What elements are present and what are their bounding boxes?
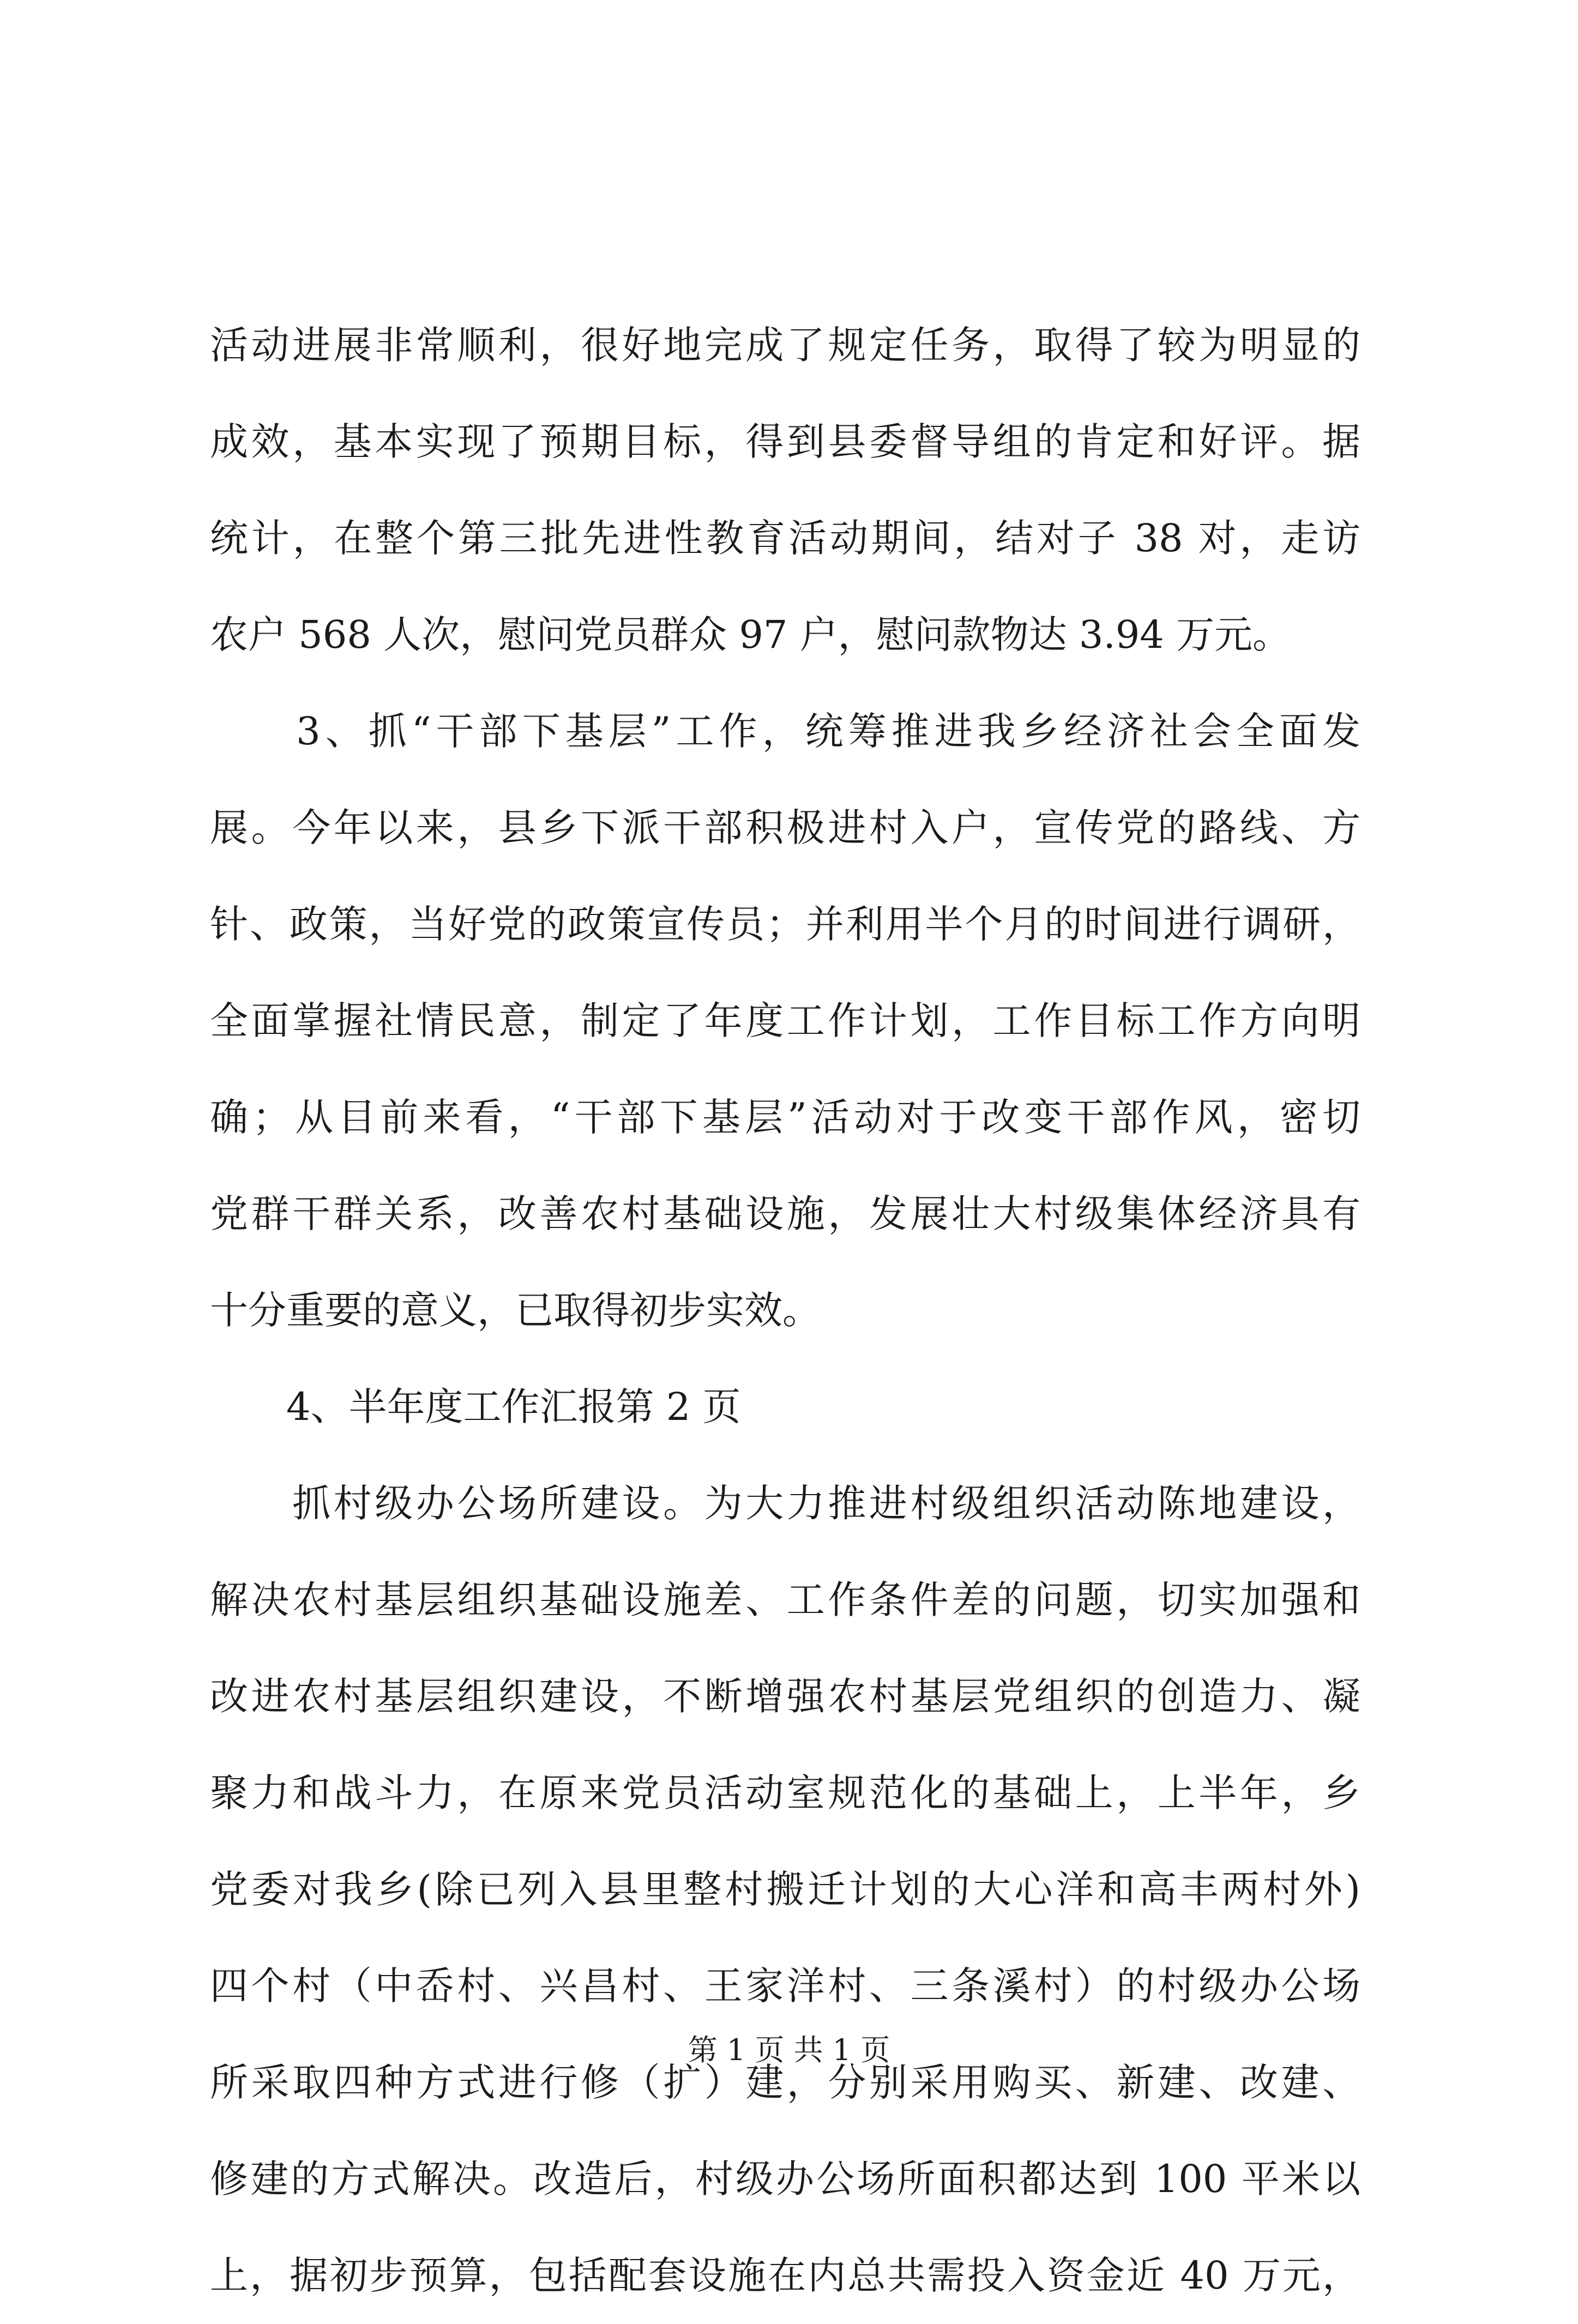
text-line: 修建的方式解决。改造后，村级办公场所面积都达到 100 平米以: [210, 2157, 1360, 2201]
section-heading: 4、半年度工作汇报第 2 页: [210, 1384, 741, 1429]
page-footer: [0, 2028, 1578, 2072]
text-line: 确；从目前来看，“干部下基层”活动对于改变干部作风，密切: [210, 1095, 1360, 1140]
text-line: 解决农村基层组织基础设施差、工作条件差的问题，切实加强和: [210, 1578, 1360, 1622]
text-line: 所采取四种方式进行修（扩）建，分别采用购买、新建、改建、: [210, 2060, 1360, 2105]
text-line: 党委对我乡(除已列入县里整村搬迁计划的大心洋和高丰两村外): [210, 1867, 1360, 1912]
text-line: 抓村级办公场所建设。为大力推进村级组织活动陈地建设，: [210, 1481, 1360, 1526]
text-line: 农户 568 人次，慰问党员群众 97 户，慰问款物达 3.94 万元。: [210, 612, 1291, 657]
text-line: 四个村（中岙村、兴昌村、王家洋村、三条溪村）的村级办公场: [210, 1964, 1360, 2008]
text-line: 聚力和战斗力，在原来党员活动室规范化的基础上，上半年，乡: [210, 1771, 1360, 1815]
text-line: 上，据初步预算，包括配套设施在内总共需投入资金近 40 万元，: [210, 2253, 1360, 2298]
text-line: 改进农村基层组织建设，不断增强农村基层党组织的创造力、凝: [210, 1674, 1360, 1719]
page-number: 第 1 页 共 1 页: [688, 2033, 890, 2067]
document-body: [210, 297, 1360, 2324]
text-line: 3、抓“干部下基层”工作，统筹推进我乡经济社会全面发: [210, 709, 1360, 754]
text-line: 统计，在整个第三批先进性教育活动期间，结对子 38 对，走访: [210, 516, 1360, 561]
text-line: 全面掌握社情民意，制定了年度工作计划，工作目标工作方向明: [210, 998, 1360, 1043]
text-line: 成效，基本实现了预期目标，得到县委督导组的肯定和好评。据: [210, 419, 1360, 464]
text-line: 针、政策，当好党的政策宣传员；并利用半个月的时间进行调研，: [210, 902, 1360, 947]
text-line: 展。今年以来，县乡下派干部积极进村入户，宣传党的路线、方: [210, 805, 1360, 850]
text-line: 十分重要的意义，已取得初步实效。: [210, 1288, 821, 1333]
text-line: 活动进展非常顺利，很好地完成了规定任务，取得了较为明显的: [210, 323, 1360, 368]
text-line: 党群干群关系，改善农村基础设施，发展壮大村级集体经济具有: [210, 1191, 1360, 1236]
